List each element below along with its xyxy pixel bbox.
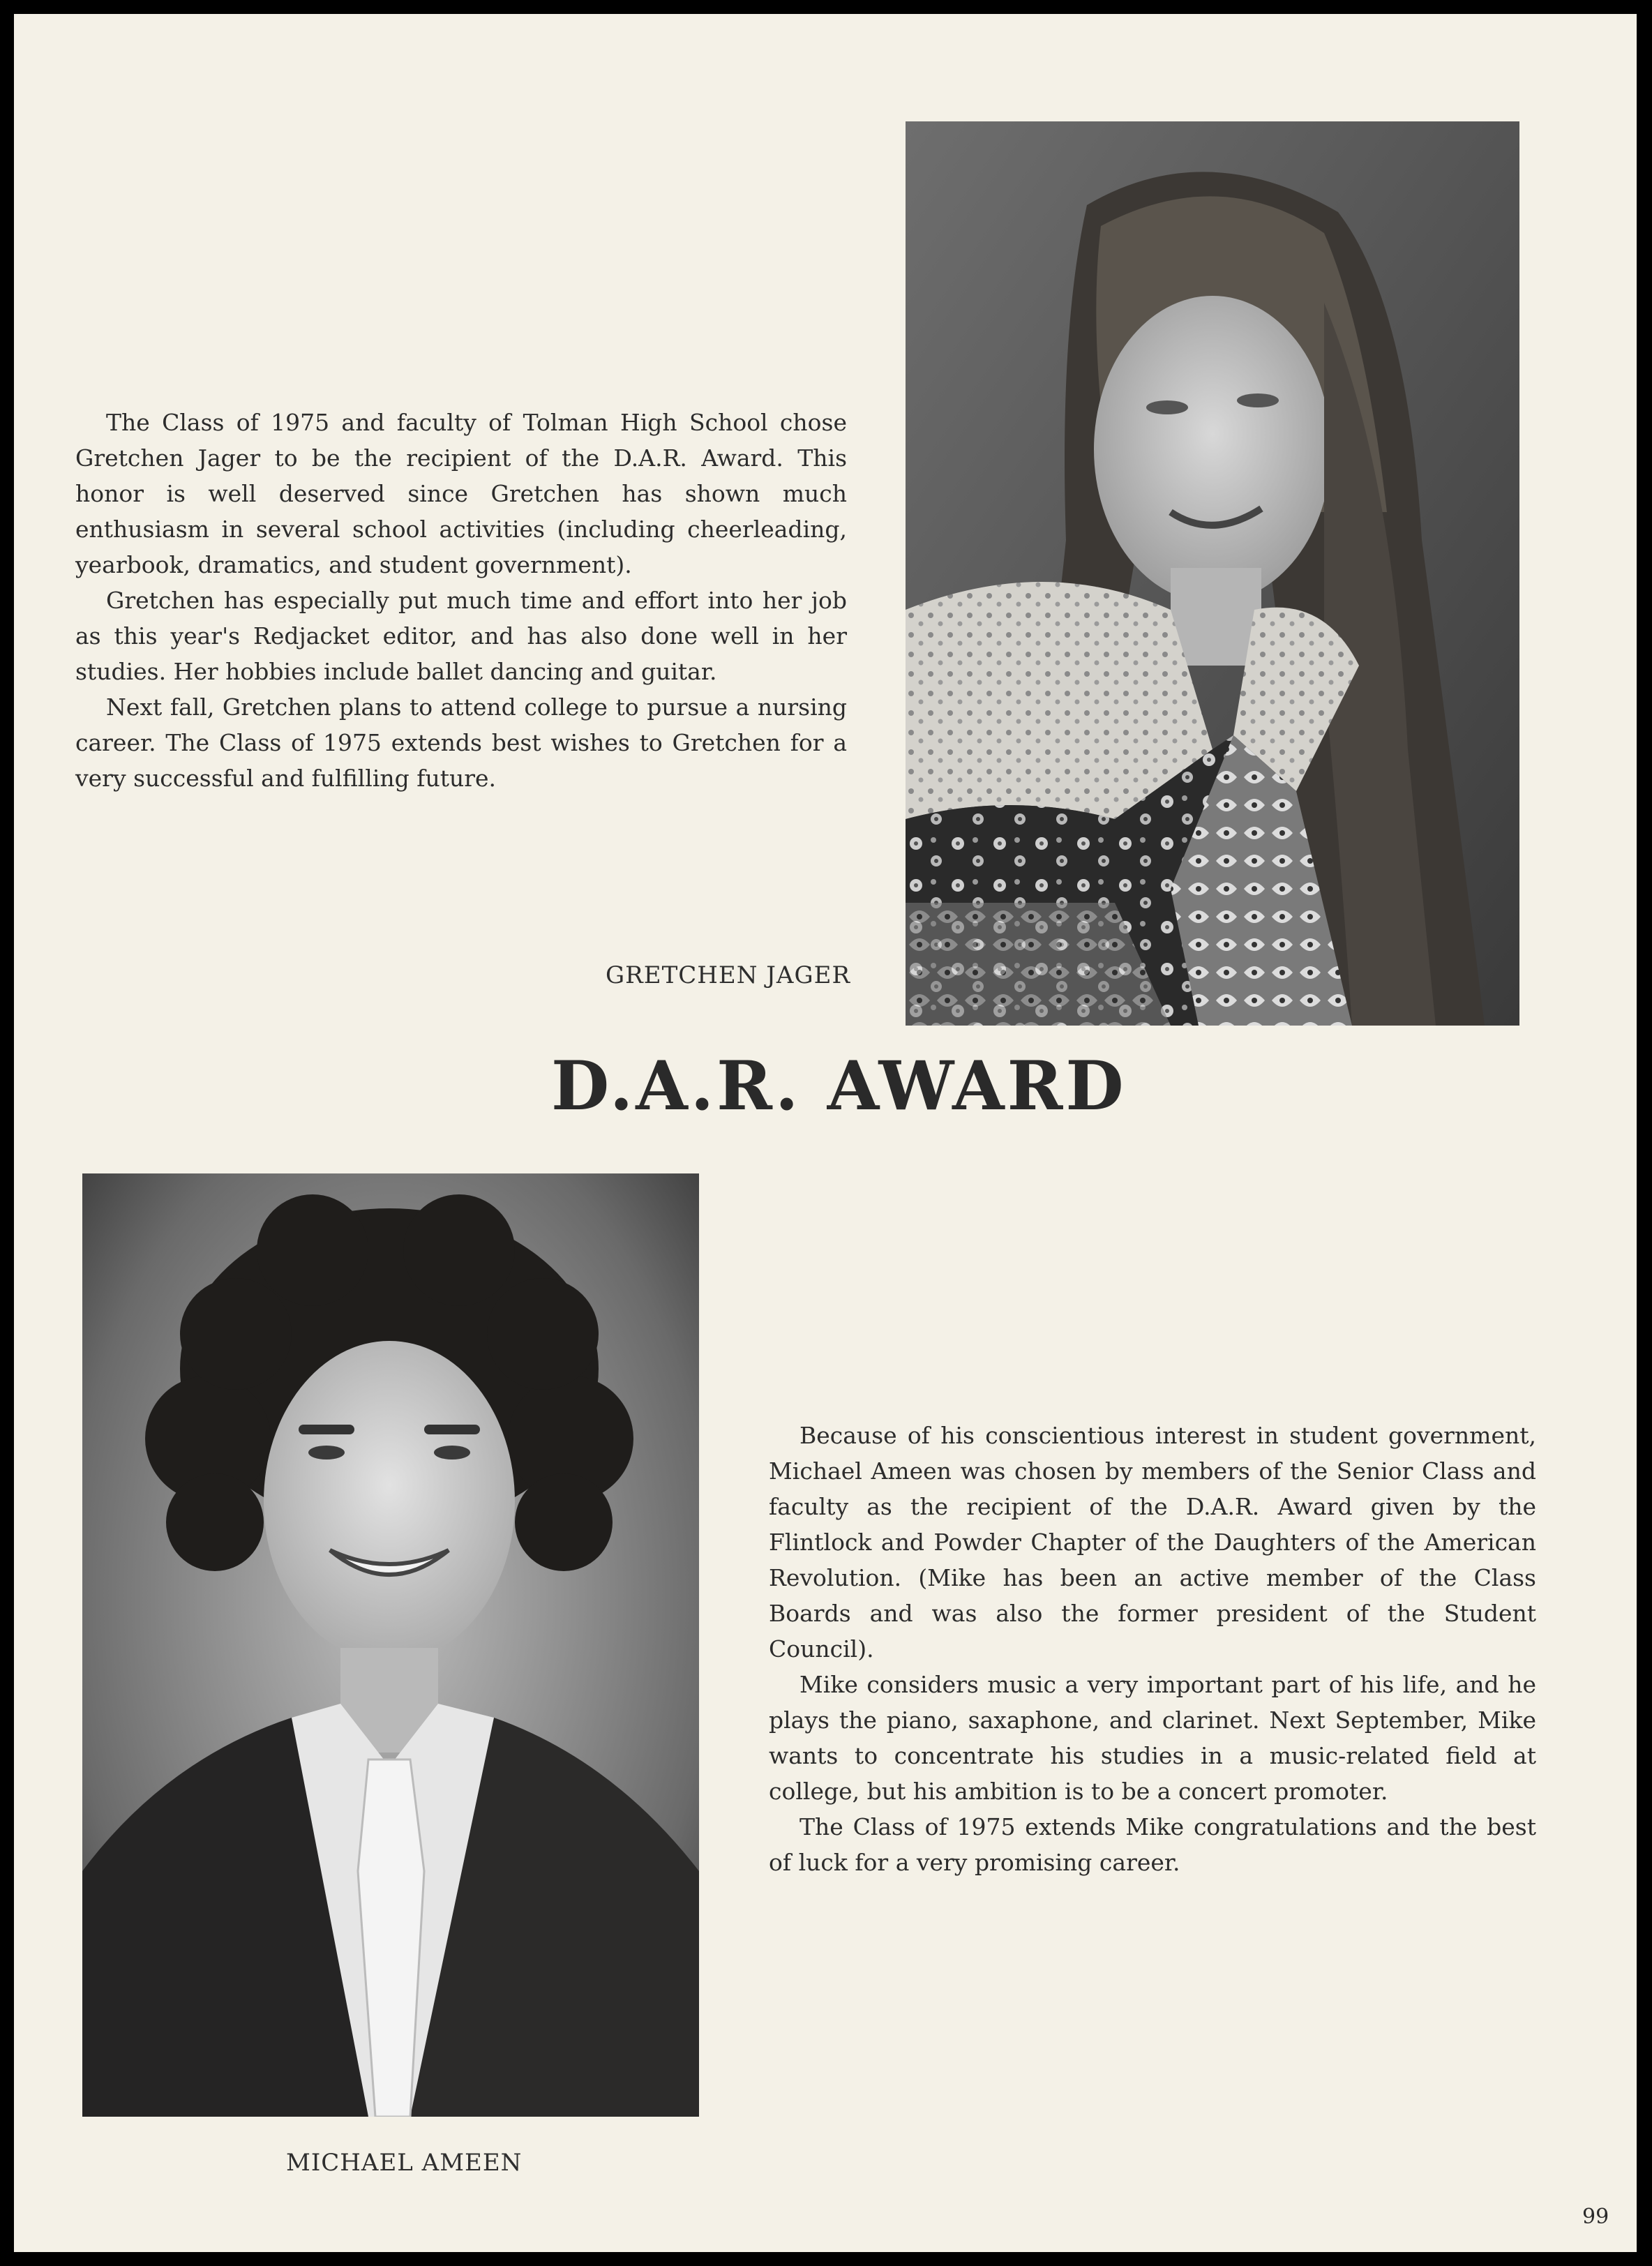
- gretchen-paragraph-2: Gretchen has especially put much time and effort into her job as this year's Redjacket editor, and has also done well in her studies. Her hobbies include ballet dancing and guitar.: [75, 587, 847, 685]
- michael-paragraph-2: Mike considers music a very important part of his life, and he plays the piano, saxaphone, and clarinet. Next September, Mike wants to concentrate his studies in a music-related field at college, but his ambition is to be a concert promoter.: [769, 1671, 1536, 1805]
- award-title: D.A.R. AWARD: [551, 1046, 1127, 1125]
- gretchen-portrait-photo: [906, 121, 1519, 1026]
- michael-paragraph-3: The Class of 1975 extends Mike congratulations and the best of luck for a very promising career.: [769, 1813, 1536, 1876]
- michael-portrait-photo: [82, 1173, 699, 2117]
- yearbook-page: [14, 14, 1637, 2252]
- gretchen-paragraph-3: Next fall, Gretchen plans to attend college to pursue a nursing career. The Class of 1975 extends best wishes to Gretchen for a very successful and fulfilling future.: [75, 693, 847, 792]
- gretchen-bio: [75, 405, 847, 796]
- gretchen-caption: GRETCHEN JAGER: [606, 961, 851, 989]
- michael-paragraph-1: Because of his conscientious interest in student government, Michael Ameen was chosen by members of the Senior Class and faculty as the recipient of the D.A.R. Award given by the Flintlock and Powder Chapter of the Daughters of the American Revolution. (Mike has been an active member of the Class Boards and was also the former president of the Student Council).: [769, 1422, 1536, 1663]
- michael-bio: [769, 1418, 1536, 1880]
- michael-caption: MICHAEL AMEEN: [286, 2149, 523, 2177]
- page-number: 99: [1582, 2205, 1609, 2229]
- gretchen-paragraph-1: The Class of 1975 and faculty of Tolman High School chose Gretchen Jager to be the recipient of the D.A.R. Award. This honor is well deserved since Gretchen has shown much enthusiasm in several school activities (including cheerleading, yearbook, dramatics, and student government).: [75, 409, 847, 578]
